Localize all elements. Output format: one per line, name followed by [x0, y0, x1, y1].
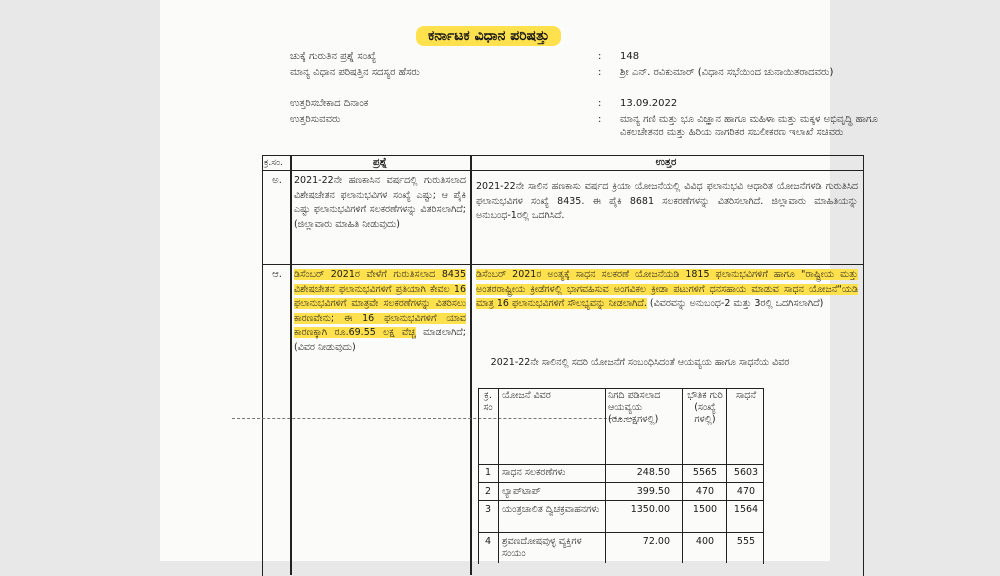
row-2-sno: ಆ. — [272, 269, 282, 280]
header-question: ಪ್ರಶ್ನೆ — [372, 157, 388, 168]
budget-row-achievement: 555 — [736, 536, 756, 547]
budget-row-sno: 4 — [484, 536, 492, 547]
meta-row-question-number: ಚುಕ್ಕೆ ಗುರುತಿನ ಪ್ರಶ್ನೆ ಸಂಖ್ಯೆ : 148 — [290, 51, 640, 62]
row-2-answer: ಡಿಸೆಂಬರ್ 2021ರ ಅಂತ್ಯಕ್ಕೆ ಸಾಧನ ಸಲಕರಣೆ ಯೋಜನೆಯಡಿ 1815 ಫಲಾನುಭವಿಗಳಿಗೆ ಹಾಗೂ "ರಾಷ್ಟ್ರೀಯ ಮತ್ತು ಅಂತರರಾಷ್ಟ್ರೀಯ ಕ್ರೀಡೆಗಳಲ್ಲಿ ಭಾಗವಹಿಸುವ ಅಂಗವಿಕಲ ಕ್ರೀಡಾ ಪಟುಗಳಿಗೆ ಧನಸಹಾಯ ಮಾಡುವ ಸಾಧನ ಯೋಜನೆ"ಯಡಿ ಮಾತ್ರ 16 ಫಲಾನುಭವಿಗಳಿಗೆ ಸೌಲಭ್ಯವನ್ನು ನೀಡಲಾಗಿದೆ. (ವಿವರವನ್ನು ಅನುಬಂಧ-2 ಮತ್ತು 3ರಲ್ಲಿ ಒದಗಿಸಲಾಗಿದೆ) — [476, 269, 858, 309]
budget-row-scheme: ಲ್ಯಾಪ್‌ಟಾಪ್ — [502, 486, 541, 497]
row-2-question: ಡಿಸೆಂಬರ್ 2021ರ ವೇಳೆಗೆ ಗುರುತಿಸಲಾದ 8435 ವಿಶೇಷಚೇತನ ಫಲಾನುಭವಿಗಳಿಗೆ ಪ್ರತಿಯಾಗಿ ಕೇವಲ 16 ಫಲಾನುಭವಿಗಳಿಗೆ ಮಾತ್ರವೇ ಸಲಕರಣೆಗಳನ್ನು ವಿತರಿಸಲು ಕಾರಣವೇನು; ಈ 16 ಫಲಾನುಭವಿಗಳಿಗೆ ಯಾವ ಕಾರಣಕ್ಕಾಗಿ ರೂ.69.55 ಲಕ್ಷ ವೆಚ್ಚ ಮಾಡಲಾಗಿದೆ; (ವಿವರ ನೀಡುವುದು) — [294, 269, 466, 353]
header-sno: ಕ್ರ.ಸಂ. — [264, 158, 283, 168]
budget-row-sno: 3 — [484, 504, 492, 515]
budget-row-allocation: 248.50 — [636, 467, 670, 478]
meta-row-answered-by: ಉತ್ತರಿಸುವವರು : ಮಾನ್ಯ ಗಣಿ ಮತ್ತು ಭೂ ವಿಜ್ಞಾನ ಹಾಗೂ ಮಹಿಳಾ ಮತ್ತು ಮಕ್ಕಳ ಅಭಿವೃದ್ಧಿ ಹಾಗೂ ವಿಕಲಚೇತನರ ಮತ್ತು ಹಿರಿಯ ನಾಗರಿಕರ ಸಬಲೀಕರಣ ಇಲಾಖೆ ಸಚಿವರು — [290, 114, 878, 138]
meta-row-answer-date: ಉತ್ತರಿಸಬೇಕಾದ ದಿನಾಂಕ : 13.09.2022 — [290, 98, 678, 109]
meta-row-member-name: ಮಾನ್ಯ ವಿಧಾನ ಪರಿಷತ್ತಿನ ಸದಸ್ಯರ ಹೆಸರು : ಶ್ರೀ ಎನ್. ರವಿಕುಮಾರ್ (ವಿಧಾನ ಸಭೆಯಿಂದ ಚುನಾಯಿತರಾದವರು) — [290, 67, 834, 78]
budget-header-sno: ಕ್ರ. ಸಂ — [483, 390, 493, 413]
budget-row-target: 400 — [695, 536, 715, 547]
header-answer: ಉತ್ತರ — [655, 157, 677, 168]
budget-row-scheme: ಯಂತ್ರಚಾಲಿತ ದ್ವಿಚಕ್ರವಾಹನಗಳು — [502, 504, 600, 515]
document-page — [160, 0, 878, 561]
budget-row-achievement: 470 — [736, 486, 756, 497]
row-1-answer: 2021-22ನೇ ಸಾಲಿನ ಹಣಕಾಸು ವರ್ಷದ ಕ್ರಿಯಾ ಯೋಜನೆಯಲ್ಲಿ ವಿವಿಧ ಫಲಾನುಭವಿ ಆಧಾರಿತ ಯೋಜನೆಗಳಡಿ ಗುರುತಿಸಿದ ಫಲಾನುಭವಿಗಳ ಸಂಖ್ಯೆ 8435. ಈ ಪೈಕಿ 8681 ಸಲಕರಣೆಗಳನ್ನು ವಿತರಿಸಲಾಗಿದೆ. ಜಿಲ್ಲಾವಾರು ಮಾಹಿತಿಯನ್ನು ಅನುಬಂಧ-1ರಲ್ಲಿ ಒದಗಿಸಿದೆ. — [476, 181, 858, 221]
budget-row-target: 1500 — [692, 504, 718, 515]
budget-row-allocation: 72.00 — [642, 536, 670, 547]
budget-row-allocation: 399.50 — [636, 486, 670, 497]
budget-row-sno: 1 — [484, 467, 492, 478]
row-2-question-highlight: ಡಿಸೆಂಬರ್ 2021ರ ವೇಳೆಗೆ ಗುರುತಿಸಲಾದ 8435 ವಿಶೇಷಚೇತನ ಫಲಾನುಭವಿಗಳಿಗೆ ಪ್ರತಿಯಾಗಿ ಕೇವಲ 16 ಫಲಾನುಭವಿಗಳಿಗೆ ಮಾತ್ರವೇ ಸಲಕರಣೆಗಳನ್ನು ವಿತರಿಸಲು ಕಾರಣವೇನು; ಈ 16 ಫಲಾನುಭವಿಗಳಿಗೆ ಯಾವ ಕಾರಣಕ್ಕಾಗಿ ರೂ.69.55 ಲಕ್ಷ ವೆಚ್ಚ — [294, 269, 466, 338]
budget-header-allocation: ನಿಗದಿ ಪಡಿಸಲಾದ ಆಯವ್ಯಯ (ರೂ.ಲಕ್ಷಗಳಲ್ಲಿ) — [608, 390, 661, 425]
budget-header-target: ಭೌತಿಕ ಗುರಿ (ಸಂಖ್ಯೆ ಗಳಲ್ಲಿ) — [687, 390, 723, 425]
budget-row-allocation: 1350.00 — [630, 504, 670, 515]
budget-header-scheme: ಯೋಜನೆ ವಿವರ — [502, 390, 551, 401]
row-1-sno: ಅ. — [272, 175, 282, 186]
budget-row-achievement: 5603 — [733, 467, 759, 478]
inner-table-caption: 2021-22ನೇ ಸಾಲಿನಲ್ಲಿ ಸದರಿ ಯೋಜನೆಗೆ ಸಂಬಂಧಿಸಿದಂತೆ ಆಯವ್ಯಯ ಹಾಗೂ ಸಾಧನೆಯ ವಿವರ — [490, 357, 790, 368]
budget-row-scheme: ಸಾಧನ ಸಲಕರಣೆಗಳು — [502, 467, 566, 478]
budget-row-scheme: ಶ್ರವಣದೋಷವುಳ್ಳ ವ್ಯಕ್ತಿಗಳ ಸಂಯಂ — [502, 536, 582, 559]
row-2-answer-highlight: ಡಿಸೆಂಬರ್ 2021ರ ಅಂತ್ಯಕ್ಕೆ ಸಾಧನ ಸಲಕರಣೆ ಯೋಜನೆಯಡಿ 1815 ಫಲಾನುಭವಿಗಳಿಗೆ ಹಾಗೂ "ರಾಷ್ಟ್ರೀಯ ಮತ್ತು ಅಂತರರಾಷ್ಟ್ರೀಯ ಕ್ರೀಡೆಗಳಲ್ಲಿ ಭಾಗವಹಿಸುವ ಅಂಗವಿಕಲ ಕ್ರೀಡಾ ಪಟುಗಳಿಗೆ ಧನಸಹಾಯ ಮಾಡುವ ಸಾಧನ ಯೋಜನೆ"ಯಡಿ ಮಾತ್ರ 16 ಫಲಾನುಭವಿಗಳಿಗೆ ಸೌಲಭ್ಯವನ್ನು ನೀಡಲಾಗಿದೆ. — [476, 269, 858, 309]
document-title: ಕರ್ನಾಟಕ ವಿಧಾನ ಪರಿಷತ್ತು — [416, 26, 561, 46]
budget-row-target: 5565 — [692, 467, 718, 478]
budget-row-sno: 2 — [484, 486, 492, 497]
budget-row-achievement: 1564 — [733, 504, 759, 515]
budget-row-target: 470 — [695, 486, 715, 497]
row-1-question: 2021-22ನೇ ಹಣಕಾಸಿನ ವರ್ಷದಲ್ಲಿ ಗುರುತಿಸಲಾದ ವಿಶೇಷಚೇತನ ಫಲಾನುಭವಿಗಳ ಸಂಖ್ಯೆ ಎಷ್ಟು; ಆ ಪೈಕಿ ಎಷ್ಟು ಫಲಾನುಭವಿಗಳಿಗೆ ಸಲಕರಣೆಗಳನ್ನು ವಿತರಿಸಲಾಗಿದೆ; (ಜಿಲ್ಲಾವಾರು ಮಾಹಿತಿ ನೀಡುವುದು) — [294, 175, 466, 230]
budget-header-achievement: ಸಾಧನೆ — [735, 390, 757, 401]
